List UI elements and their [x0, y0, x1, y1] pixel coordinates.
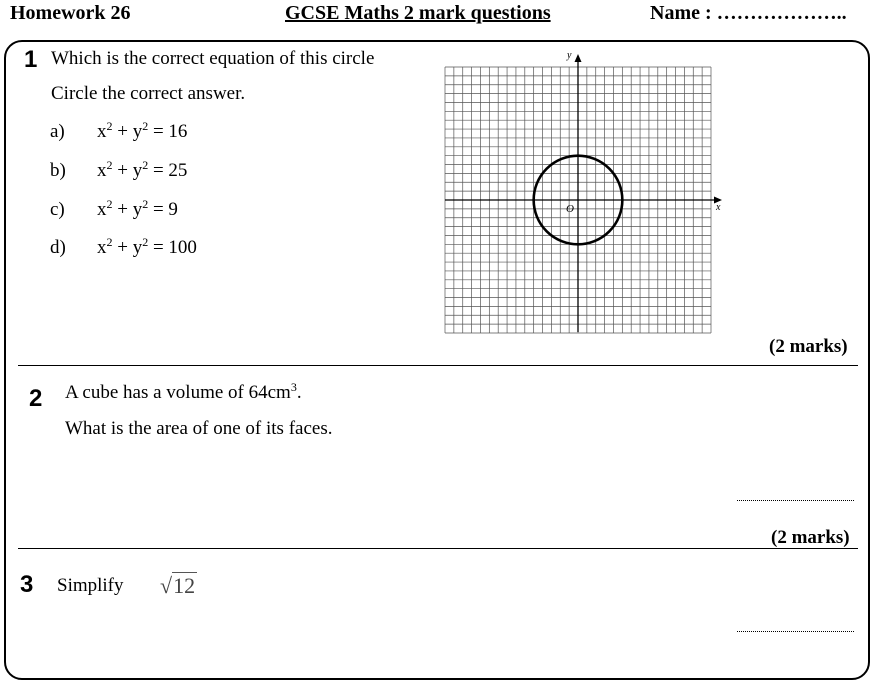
y-axis-label: y [567, 50, 572, 61]
q1-option-a-label[interactable]: a) [50, 121, 65, 142]
q1-marks: (2 marks) [769, 336, 848, 357]
q3-prompt: Simplify [57, 575, 124, 596]
q1-option-b-label[interactable]: b) [50, 160, 66, 181]
sqrt-radicand: 12 [173, 573, 196, 598]
q2-line2: What is the area of one of its faces. [65, 418, 333, 439]
divider-2 [18, 548, 858, 549]
name-field[interactable] [650, 2, 847, 25]
q2-line1-text: A cube has a volume of 64cm [65, 382, 291, 403]
divider-1 [18, 365, 858, 366]
circle-graph [440, 50, 730, 340]
q3-answer-line[interactable] [737, 631, 854, 632]
name-label: Name : [650, 2, 712, 24]
q2-line1-end: . [296, 382, 302, 403]
q1-prompt: Which is the correct equation of this circle [51, 48, 375, 69]
homework-label: Homework 26 [10, 2, 131, 24]
page-title: GCSE Maths 2 mark questions [285, 2, 551, 24]
origin-label: O [566, 203, 574, 215]
y-axis-arrow [575, 54, 582, 62]
q2-number: 2 [29, 385, 43, 412]
sqrt-symbol: √ [160, 573, 173, 598]
q1-number: 1 [24, 46, 38, 73]
q2-line1 [65, 382, 302, 404]
q1-instruction: Circle the correct answer. [51, 83, 246, 104]
q1-option-b[interactable]: $x^2 + y^2 = 25$ [97, 158, 188, 181]
q1-option-c-label[interactable]: c) [50, 199, 65, 220]
q2-marks: (2 marks) [771, 527, 850, 548]
x-axis-label: x [716, 202, 721, 213]
q1-option-a[interactable]: $x^2 + y^2 = 16$ [97, 119, 188, 142]
q1-option-c[interactable]: $x^2 + y^2 = 9$ [97, 197, 178, 220]
q1-option-d[interactable]: $x^2 + y^2 = 100$ [97, 235, 197, 258]
q1-option-d-label[interactable]: d) [50, 237, 66, 258]
q2-answer-line[interactable] [737, 500, 854, 501]
name-dots: ……………….. [716, 2, 847, 24]
q3-number: 3 [20, 571, 34, 598]
q2-line1-sup: 3 [290, 380, 297, 394]
sqrt-expression [160, 573, 197, 599]
